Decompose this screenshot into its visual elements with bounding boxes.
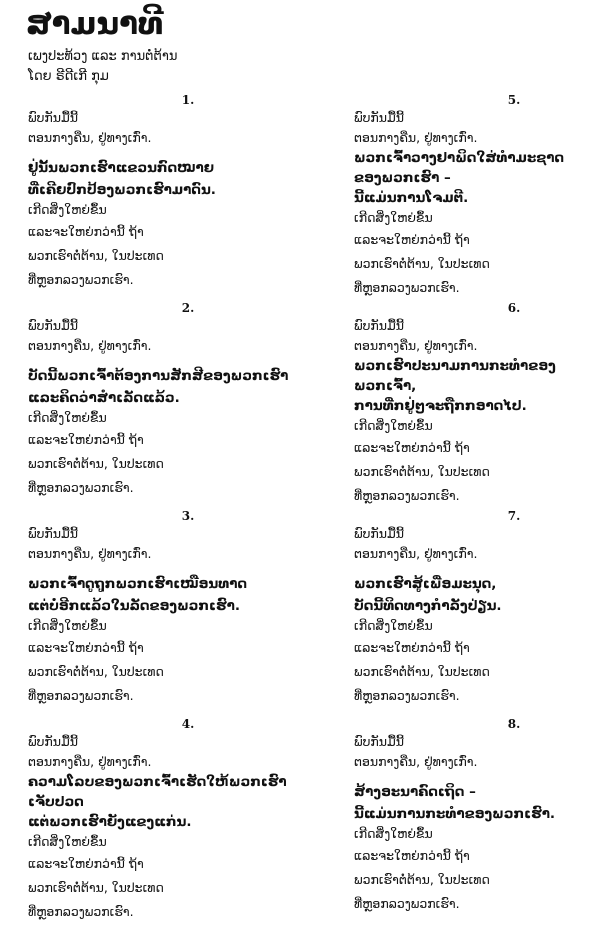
- refrain-line: ພົບກັນມື້ນີ້: [354, 734, 405, 749]
- refrain-line: ເກີດສິ່ງໃຫຍ່ຂຶ້ນ: [28, 618, 107, 633]
- refrain-line: ພວກເຮົາຕໍ່ຕ້ານ, ໃນປະເທດ: [354, 256, 490, 271]
- refrain-line: ພົບກັນມື້ນີ້: [28, 734, 79, 749]
- verse-number: 5.: [507, 93, 521, 107]
- verse-line: ພວກເຈົ້າດູຖູກພວກເຮົາເໝືອນທາດ: [28, 576, 248, 592]
- subtitle-author: ໂດຍ ຣີດີເກີ ກຸມ: [28, 69, 109, 84]
- subtitle-genre: ເພງປະທ້ວງ ແລະ ການຕໍ່ຕ້ານ: [28, 49, 178, 64]
- verse-line: ບັດນີ້ທິດທາງກຳລັງປ່ຽນ.: [354, 598, 502, 614]
- verse-5: [354, 92, 606, 300]
- verse-line: ພວກເຮົາປະນາມການກະທຳຂອງ: [354, 358, 556, 374]
- refrain-line: ພວກເຮົາຕໍ່ຕ້ານ, ໃນປະເທດ: [354, 664, 490, 679]
- verse-2: [28, 300, 328, 508]
- refrain-line: ຕອນກາງຄືນ, ຢູ່ທາງເກົ່າ.: [28, 130, 152, 145]
- verse-line: ຂອງພວກເຮົາ –: [354, 170, 451, 186]
- refrain-line: ເກີດສິ່ງໃຫຍ່ຂຶ້ນ: [354, 826, 433, 841]
- refrain-line: ແລະຈະໃຫຍ່ກວ່ານີ້ ຖ້າ: [28, 856, 144, 871]
- refrain-line: ພວກເຮົາຕໍ່ຕ້ານ, ໃນປະເທດ: [354, 872, 490, 887]
- verse-number: 1.: [181, 93, 195, 107]
- refrain-line: ພົບກັນມື້ນີ້: [354, 110, 405, 125]
- refrain-line: ພົບກັນມື້ນີ້: [354, 318, 405, 333]
- refrain-line: ພົບກັນມື້ນີ້: [28, 526, 79, 541]
- refrain-line: ພົບກັນມື້ນີ້: [28, 110, 79, 125]
- refrain-line: ທີ່ຫຼອກລວງພວກເຮົາ.: [354, 688, 460, 703]
- verse-line: ແຕ່ບໍ່ອີກແລ້ວໃນລັດຂອງພວກເຮົາ.: [28, 598, 240, 614]
- refrain-line: ພວກເຮົາຕໍ່ຕ້ານ, ໃນປະເທດ: [28, 248, 164, 263]
- refrain-line: ພວກເຮົາຕໍ່ຕ້ານ, ໃນປະເທດ: [28, 664, 164, 679]
- verse-line: ແຕ່ພວກເຮົາຍັງແຂງແກ່ນ.: [28, 814, 192, 830]
- verse-line: ແລະຄິດວ່າສຳເລັດແລ້ວ.: [28, 390, 180, 406]
- refrain-line: ພົບກັນມື້ນີ້: [354, 526, 405, 541]
- refrain-line: ແລະຈະໃຫຍ່ກວ່ານີ້ ຖ້າ: [28, 432, 144, 447]
- verse-number: 6.: [507, 301, 521, 315]
- refrain-line: ທີ່ຫຼອກລວງພວກເຮົາ.: [354, 488, 460, 503]
- verse-line: ການທີ່ກຢູ່ໆຈະຖືກກອາດໄປ.: [354, 398, 527, 414]
- refrain-line: ແລະຈະໃຫຍ່ກວ່ານີ້ ຖ້າ: [354, 848, 470, 863]
- verse-4: [28, 716, 328, 924]
- verse-line: ນີ້ແມ່ນການກະທຳຂອງພວກເຮົາ.: [354, 806, 556, 822]
- refrain-line: ຕອນກາງຄືນ, ຢູ່ທາງເກົ່າ.: [354, 754, 478, 769]
- refrain-line: ພວກເຮົາຕໍ່ຕ້ານ, ໃນປະເທດ: [28, 880, 164, 895]
- verse-line: ຢູ່ນັ້ນພວກເຮົາແຂວນກົດໝາຍ: [28, 160, 215, 176]
- refrain-line: ເກີດສິ່ງໃຫຍ່ຂຶ້ນ: [28, 834, 107, 849]
- verse-number: 7.: [507, 509, 521, 523]
- verse-3: [28, 508, 328, 716]
- verse-line: ຄວາມໂລບຂອງພວກເຈົ້າເຮັດໃຫ້ພວກເຮົາ: [28, 774, 287, 790]
- verse-8: [354, 716, 606, 924]
- refrain-line: ຕອນກາງຄືນ, ຢູ່ທາງເກົ່າ.: [354, 546, 478, 561]
- verse-line: ສ້າງອະນາຄົດເຖິດ –: [354, 784, 476, 800]
- refrain-line: ທີ່ຫຼອກລວງພວກເຮົາ.: [28, 688, 134, 703]
- refrain-line: ທີ່ຫຼອກລວງພວກເຮົາ.: [354, 896, 460, 911]
- refrain-line: ພວກເຮົາຕໍ່ຕ້ານ, ໃນປະເທດ: [354, 464, 490, 479]
- verse-7: [354, 508, 606, 716]
- refrain-line: ພວກເຮົາຕໍ່ຕ້ານ, ໃນປະເທດ: [28, 456, 164, 471]
- left-column: [28, 92, 328, 924]
- verse-line: ພວກເຈົ້າວາງຢາພິດໃສ່ທຳມະຊາດ: [354, 150, 565, 166]
- verse-1: [28, 92, 328, 300]
- right-column: [354, 92, 606, 924]
- refrain-line: ພົບກັນມື້ນີ້: [28, 318, 79, 333]
- refrain-line: ແລະຈະໃຫຍ່ກວ່ານີ້ ຖ້າ: [354, 440, 470, 455]
- refrain-line: ເກີດສິ່ງໃຫຍ່ຂຶ້ນ: [354, 618, 433, 633]
- verse-line: ທີ່ເຄີຍປົກປ້ອງພວກເຮົາມາດົນ.: [28, 182, 216, 198]
- verse-number: 2.: [181, 301, 195, 315]
- refrain-line: ແລະຈະໃຫຍ່ກວ່ານີ້ ຖ້າ: [354, 232, 470, 247]
- verse-line: ເຈັບປວດ: [28, 794, 84, 810]
- verse-number: 3.: [181, 509, 195, 523]
- verse-line: ພວກເຈົ້າ,: [354, 378, 417, 394]
- refrain-line: ຕອນກາງຄືນ, ຢູ່ທາງເກົ່າ.: [354, 130, 478, 145]
- refrain-line: ທີ່ຫຼອກລວງພວກເຮົາ.: [354, 280, 460, 295]
- verse-line: ນີ້ແມ່ນການໂຈມຕີ.: [354, 190, 469, 206]
- refrain-line: ເກີດສິ່ງໃຫຍ່ຂຶ້ນ: [354, 418, 433, 433]
- page-title: ສາມນາທີ: [26, 6, 164, 42]
- refrain-line: ແລະຈະໃຫຍ່ກວ່ານີ້ ຖ້າ: [28, 224, 144, 239]
- verse-line: ພວກເຮົາສູ້ເພື່ອມະນຸດ,: [354, 576, 497, 592]
- refrain-line: ແລະຈະໃຫຍ່ກວ່ານີ້ ຖ້າ: [28, 640, 144, 655]
- refrain-line: ເກີດສິ່ງໃຫຍ່ຂຶ້ນ: [28, 410, 107, 425]
- verse-6: [354, 300, 606, 508]
- refrain-line: ແລະຈະໃຫຍ່ກວ່ານີ້ ຖ້າ: [354, 640, 470, 655]
- refrain-line: ເກີດສິ່ງໃຫຍ່ຂຶ້ນ: [354, 210, 433, 225]
- verse-line: ບັດນີ້ພວກເຈົ້າຕ້ອງການສັກສີຂອງພວກເຮົາ: [28, 368, 289, 384]
- refrain-line: ຕອນກາງຄືນ, ຢູ່ທາງເກົ່າ.: [28, 754, 152, 769]
- refrain-line: ທີ່ຫຼອກລວງພວກເຮົາ.: [28, 904, 134, 919]
- refrain-line: ຕອນກາງຄືນ, ຢູ່ທາງເກົ່າ.: [354, 338, 478, 353]
- refrain-line: ຕອນກາງຄືນ, ຢູ່ທາງເກົ່າ.: [28, 338, 152, 353]
- refrain-line: ເກີດສິ່ງໃຫຍ່ຂຶ້ນ: [28, 202, 107, 217]
- verse-number: 4.: [181, 717, 195, 731]
- refrain-line: ຕອນກາງຄືນ, ຢູ່ທາງເກົ່າ.: [28, 546, 152, 561]
- refrain-line: ທີ່ຫຼອກລວງພວກເຮົາ.: [28, 480, 134, 495]
- verse-number: 8.: [507, 717, 521, 731]
- refrain-line: ທີ່ຫຼອກລວງພວກເຮົາ.: [28, 272, 134, 287]
